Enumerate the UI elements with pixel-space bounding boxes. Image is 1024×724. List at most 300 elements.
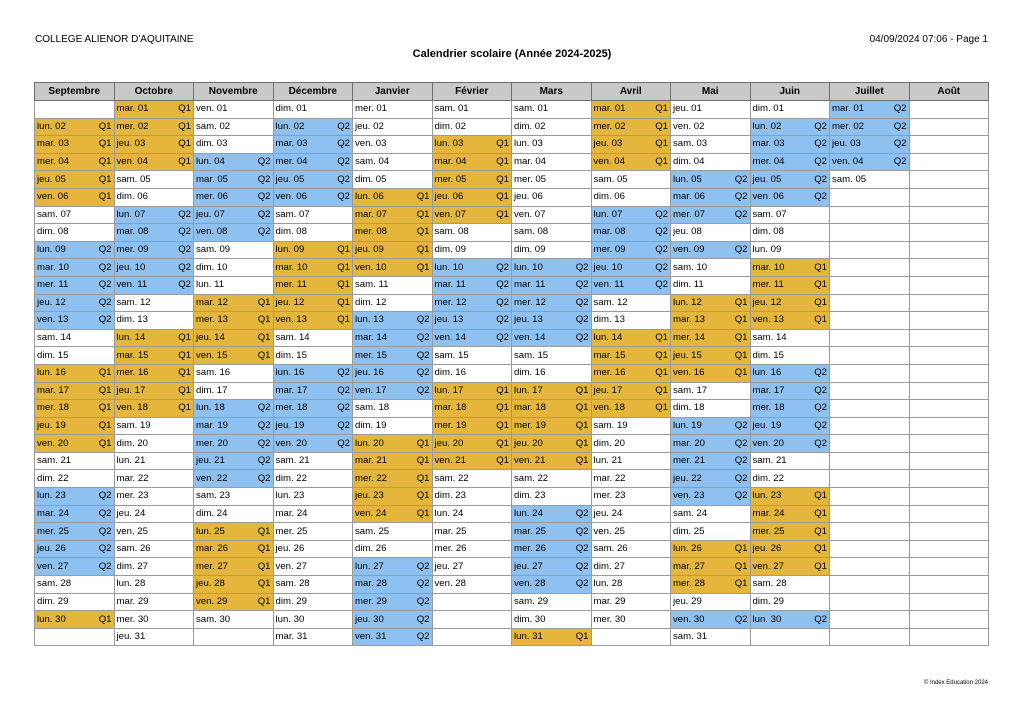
calendar-row — [35, 224, 989, 242]
day-label: mer. 05 — [514, 173, 546, 185]
day-label: mar. 22 — [116, 472, 149, 484]
day-cell — [909, 312, 989, 330]
day-cell — [194, 153, 274, 171]
period-label: Q2 — [814, 173, 827, 185]
day-cell — [671, 417, 751, 435]
calendar-row — [35, 540, 989, 558]
period-label: Q2 — [575, 296, 589, 308]
period-label: Q1 — [416, 261, 430, 273]
day-label: lun. 27 — [355, 560, 384, 572]
period-label: Q1 — [734, 367, 748, 379]
day-cell — [114, 224, 194, 242]
day-label: jeu. 17 — [593, 384, 623, 396]
day-label: ven. 04 — [116, 156, 148, 168]
period-label: Q1 — [98, 191, 112, 203]
period-label: Q1 — [496, 455, 509, 467]
day-cell — [512, 241, 592, 259]
day-label: jeu. 08 — [673, 226, 702, 238]
calendar-row — [35, 206, 989, 224]
day-cell — [830, 153, 910, 171]
day-label: sam. 08 — [514, 226, 549, 238]
day-label: jeu. 13 — [434, 314, 464, 326]
day-label: mer. 09 — [116, 244, 149, 256]
day-label: mar. 08 — [593, 226, 626, 238]
period-label: Q1 — [655, 384, 668, 396]
day-label: dim. 11 — [673, 279, 704, 291]
day-label: mar. 26 — [196, 543, 228, 555]
day-cell — [750, 171, 830, 189]
day-label: lun. 18 — [196, 402, 225, 414]
period-label: Q1 — [814, 543, 827, 555]
day-label: jeu. 03 — [116, 138, 146, 150]
day-label: mar. 14 — [355, 332, 387, 344]
day-cell — [512, 400, 592, 418]
day-label: sam. 28 — [37, 578, 72, 590]
day-cell — [909, 470, 989, 488]
day-label: jeu. 28 — [196, 578, 225, 590]
day-label: mar. 19 — [196, 419, 228, 431]
day-cell — [353, 470, 433, 488]
period-label: Q1 — [655, 332, 668, 344]
day-cell — [114, 101, 194, 119]
day-label: lun. 07 — [593, 208, 623, 220]
period-label: Q2 — [814, 367, 827, 379]
day-cell — [830, 276, 910, 294]
day-cell — [671, 259, 751, 277]
period-label: Q2 — [416, 578, 430, 590]
day-label: mer. 19 — [434, 419, 467, 431]
day-label: lun. 23 — [37, 490, 66, 502]
day-cell — [273, 276, 353, 294]
day-cell — [830, 118, 910, 136]
period-label: Q1 — [655, 349, 668, 361]
day-label: sam. 14 — [752, 332, 787, 344]
day-cell — [909, 417, 989, 435]
month-header: Août — [909, 83, 989, 101]
day-label: lun. 10 — [514, 261, 543, 273]
day-label: jeu. 02 — [355, 120, 384, 132]
day-label: dim. 06 — [593, 191, 625, 203]
day-label: ven. 10 — [355, 261, 387, 273]
day-label: dim. 09 — [514, 244, 546, 256]
day-label: jeu. 10 — [116, 261, 146, 273]
day-label: dim. 29 — [37, 595, 69, 607]
day-cell — [194, 576, 274, 594]
period-label: Q1 — [416, 455, 430, 467]
day-cell — [909, 558, 989, 576]
day-cell — [273, 329, 353, 347]
day-cell — [591, 417, 671, 435]
day-cell — [750, 312, 830, 330]
day-cell — [114, 294, 194, 312]
period-label: Q1 — [575, 455, 589, 467]
day-label: jeu. 21 — [196, 455, 225, 467]
period-label: Q1 — [416, 490, 430, 502]
day-label: ven. 13 — [752, 314, 784, 326]
day-cell — [432, 329, 512, 347]
day-cell — [909, 206, 989, 224]
day-label: dim. 15 — [752, 349, 784, 361]
day-cell — [591, 294, 671, 312]
period-label: Q1 — [814, 525, 827, 537]
day-label: dim. 06 — [116, 191, 148, 203]
day-label: jeu. 20 — [434, 437, 464, 449]
day-label: mer. 04 — [752, 156, 785, 168]
day-label: mar. 28 — [355, 578, 387, 590]
day-label: ven. 16 — [673, 367, 705, 379]
day-label: mer. 25 — [37, 525, 69, 537]
day-cell — [591, 241, 671, 259]
day-label: sam. 12 — [116, 296, 151, 308]
calendar-row — [35, 312, 989, 330]
day-cell — [591, 400, 671, 418]
period-label: Q2 — [98, 244, 112, 256]
period-label: Q1 — [734, 543, 748, 555]
calendar-row — [35, 470, 989, 488]
period-label: Q1 — [575, 384, 589, 396]
day-label: mar. 24 — [752, 507, 785, 519]
calendar-row — [35, 505, 989, 523]
day-label: jeu. 07 — [196, 208, 225, 220]
day-label: jeu. 19 — [752, 419, 782, 431]
period-label: Q1 — [575, 402, 589, 414]
day-label: dim. 12 — [355, 296, 387, 308]
day-cell — [671, 540, 751, 558]
day-cell — [353, 452, 433, 470]
day-label: ven. 08 — [196, 226, 228, 238]
day-cell — [909, 593, 989, 611]
day-label: sam. 25 — [355, 525, 390, 537]
copyright: © Index Education 2024 — [923, 680, 988, 686]
day-cell — [35, 488, 115, 506]
day-cell — [432, 628, 512, 646]
day-cell — [830, 329, 910, 347]
day-cell — [353, 329, 433, 347]
period-label: Q2 — [178, 279, 191, 291]
day-label: dim. 29 — [275, 595, 307, 607]
day-label: lun. 09 — [275, 244, 305, 256]
day-cell — [114, 593, 194, 611]
day-cell — [194, 188, 274, 206]
period-label: Q2 — [496, 332, 509, 344]
period-label: Q2 — [734, 613, 748, 625]
period-label: Q1 — [734, 578, 748, 590]
day-label: ven. 07 — [434, 208, 466, 220]
day-cell — [353, 400, 433, 418]
day-label: lun. 09 — [752, 244, 782, 256]
period-label: Q2 — [98, 296, 112, 308]
day-label: ven. 24 — [355, 507, 387, 519]
day-label: ven. 23 — [673, 490, 705, 502]
day-label: lun. 07 — [116, 208, 146, 220]
day-label: dim. 08 — [37, 226, 69, 238]
calendar-row — [35, 593, 989, 611]
day-label: mer. 19 — [514, 419, 546, 431]
day-cell — [194, 488, 274, 506]
month-header: Mars — [512, 83, 592, 101]
day-cell — [35, 294, 115, 312]
day-label: jeu. 01 — [673, 103, 702, 115]
day-cell — [432, 153, 512, 171]
day-cell — [432, 241, 512, 259]
period-label: Q1 — [496, 138, 509, 150]
day-cell — [432, 171, 512, 189]
day-cell — [35, 329, 115, 347]
day-cell — [909, 364, 989, 382]
period-label: Q2 — [496, 314, 509, 326]
day-cell — [273, 417, 353, 435]
period-label: Q2 — [337, 138, 350, 150]
day-cell — [830, 171, 910, 189]
calendar-row — [35, 628, 989, 646]
period-label: Q1 — [655, 367, 668, 379]
day-cell — [750, 136, 830, 154]
day-label: sam. 12 — [593, 296, 628, 308]
day-label: dim. 26 — [355, 543, 387, 555]
period-label: Q2 — [655, 244, 668, 256]
day-cell — [35, 593, 115, 611]
period-label: Q1 — [655, 156, 668, 168]
day-label: lun. 10 — [434, 261, 464, 273]
day-label: sam. 07 — [37, 208, 72, 220]
calendar-row — [35, 153, 989, 171]
day-cell — [671, 171, 751, 189]
day-label: ven. 27 — [752, 560, 784, 572]
day-cell — [750, 435, 830, 453]
day-cell — [273, 435, 353, 453]
period-label: Q1 — [98, 384, 112, 396]
day-cell — [194, 470, 274, 488]
day-cell — [909, 188, 989, 206]
day-cell — [353, 206, 433, 224]
day-cell — [194, 259, 274, 277]
day-cell — [671, 452, 751, 470]
day-cell — [909, 628, 989, 646]
day-label: sam. 21 — [752, 455, 787, 467]
period-label: Q2 — [337, 191, 350, 203]
day-cell — [194, 118, 274, 136]
day-label: mar. 24 — [275, 507, 308, 519]
day-cell — [830, 206, 910, 224]
day-cell — [512, 470, 592, 488]
day-cell — [750, 259, 830, 277]
period-label: Q2 — [734, 191, 748, 203]
day-cell — [750, 628, 830, 646]
month-header: Mai — [671, 83, 751, 101]
day-cell — [273, 101, 353, 119]
day-label: mer. 02 — [116, 120, 149, 132]
day-cell — [35, 628, 115, 646]
day-cell — [671, 523, 751, 541]
day-label: ven. 07 — [514, 208, 546, 220]
day-cell — [512, 188, 592, 206]
day-cell — [909, 241, 989, 259]
day-cell — [909, 118, 989, 136]
period-label: Q1 — [98, 138, 112, 150]
day-label: sam. 28 — [275, 578, 310, 590]
day-cell — [591, 276, 671, 294]
period-label: Q1 — [337, 244, 350, 256]
period-label: Q2 — [575, 578, 589, 590]
day-label: dim. 15 — [275, 349, 307, 361]
day-label: dim. 03 — [196, 138, 228, 150]
day-cell — [432, 400, 512, 418]
day-cell — [591, 118, 671, 136]
day-label: jeu. 06 — [434, 191, 464, 203]
day-cell — [194, 241, 274, 259]
day-cell — [432, 188, 512, 206]
day-cell — [273, 312, 353, 330]
day-cell — [114, 329, 194, 347]
day-cell — [512, 505, 592, 523]
day-label: lun. 28 — [593, 578, 623, 590]
day-label: dim. 08 — [275, 226, 307, 238]
day-cell — [512, 611, 592, 629]
day-cell — [750, 188, 830, 206]
day-label: mar. 10 — [37, 261, 69, 273]
day-cell — [114, 540, 194, 558]
day-label: sam. 10 — [673, 261, 708, 273]
day-cell — [591, 452, 671, 470]
day-cell — [830, 101, 910, 119]
day-label: lun. 14 — [116, 332, 146, 344]
period-label: Q1 — [257, 314, 271, 326]
period-label: Q2 — [257, 455, 271, 467]
day-label: dim. 19 — [355, 419, 387, 431]
day-cell — [512, 118, 592, 136]
day-cell — [114, 136, 194, 154]
day-label: lun. 25 — [196, 525, 225, 537]
day-label: jeu. 05 — [37, 173, 66, 185]
day-label: mer. 04 — [37, 156, 69, 168]
day-cell — [830, 188, 910, 206]
period-label: Q1 — [337, 296, 350, 308]
day-cell — [512, 576, 592, 594]
period-label: Q2 — [814, 138, 827, 150]
day-cell — [671, 435, 751, 453]
calendar-row — [35, 188, 989, 206]
day-cell — [432, 347, 512, 365]
day-cell — [750, 452, 830, 470]
day-cell — [114, 611, 194, 629]
period-label: Q1 — [575, 437, 589, 449]
period-label: Q2 — [814, 384, 827, 396]
day-cell — [830, 628, 910, 646]
day-cell — [114, 576, 194, 594]
day-label: dim. 22 — [37, 472, 69, 484]
day-cell — [273, 593, 353, 611]
day-label: sam. 18 — [355, 402, 390, 414]
day-label: mer. 07 — [673, 208, 705, 220]
day-cell — [909, 294, 989, 312]
day-label: ven. 21 — [434, 455, 466, 467]
day-label: ven. 31 — [355, 631, 387, 643]
period-label: Q2 — [337, 367, 350, 379]
day-label: sam. 17 — [673, 384, 708, 396]
day-cell — [35, 558, 115, 576]
day-label: ven. 30 — [673, 613, 705, 625]
month-header: Juillet — [830, 83, 910, 101]
day-cell — [114, 347, 194, 365]
day-label: mar. 21 — [355, 455, 387, 467]
period-label: Q2 — [893, 120, 907, 132]
day-cell — [909, 276, 989, 294]
day-cell — [114, 241, 194, 259]
period-label: Q1 — [814, 507, 827, 519]
day-cell — [432, 576, 512, 594]
period-label: Q2 — [734, 437, 748, 449]
day-cell — [35, 347, 115, 365]
day-cell — [35, 611, 115, 629]
period-label: Q1 — [98, 613, 112, 625]
day-cell — [114, 452, 194, 470]
day-label: sam. 28 — [752, 578, 787, 590]
day-cell — [35, 400, 115, 418]
day-cell — [353, 611, 433, 629]
day-label: mer. 20 — [196, 437, 228, 449]
day-cell — [591, 136, 671, 154]
day-label: dim. 02 — [514, 120, 546, 132]
day-cell — [273, 171, 353, 189]
period-label: Q1 — [496, 156, 509, 168]
day-label: sam. 21 — [37, 455, 72, 467]
period-label: Q2 — [734, 455, 748, 467]
day-cell — [750, 276, 830, 294]
day-label: mer. 05 — [434, 173, 467, 185]
day-label: ven. 20 — [37, 437, 69, 449]
period-label: Q2 — [98, 490, 112, 502]
day-cell — [671, 294, 751, 312]
period-label: Q2 — [734, 490, 748, 502]
day-label: lun. 03 — [434, 138, 464, 150]
day-label: mar. 11 — [434, 279, 466, 291]
period-label: Q1 — [734, 560, 748, 572]
day-label: ven. 18 — [593, 402, 625, 414]
day-cell — [114, 171, 194, 189]
day-label: ven. 06 — [752, 191, 784, 203]
day-label: sam. 24 — [673, 507, 708, 519]
period-label: Q2 — [655, 261, 668, 273]
day-label: dim. 23 — [514, 490, 546, 502]
day-label: lun. 12 — [673, 296, 702, 308]
day-cell — [512, 540, 592, 558]
day-label: jeu. 03 — [593, 138, 623, 150]
day-label: lun. 04 — [196, 156, 225, 168]
day-label: dim. 02 — [434, 120, 466, 132]
day-cell — [830, 611, 910, 629]
period-label: Q2 — [655, 279, 668, 291]
period-label: Q2 — [575, 543, 589, 555]
day-label: mar. 25 — [514, 525, 546, 537]
month-header: Septembre — [35, 83, 115, 101]
period-label: Q2 — [734, 173, 748, 185]
period-label: Q1 — [416, 191, 430, 203]
day-cell — [830, 417, 910, 435]
day-label: dim. 13 — [593, 314, 625, 326]
day-label: jeu. 13 — [514, 314, 543, 326]
day-cell — [194, 417, 274, 435]
day-cell — [273, 452, 353, 470]
day-cell — [194, 452, 274, 470]
day-cell — [194, 593, 274, 611]
day-cell — [353, 188, 433, 206]
day-label: ven. 20 — [275, 437, 307, 449]
period-label: Q1 — [814, 314, 827, 326]
day-cell — [830, 593, 910, 611]
day-label: mer. 23 — [116, 490, 149, 502]
day-label: ven. 15 — [196, 349, 228, 361]
calendar-row — [35, 452, 989, 470]
